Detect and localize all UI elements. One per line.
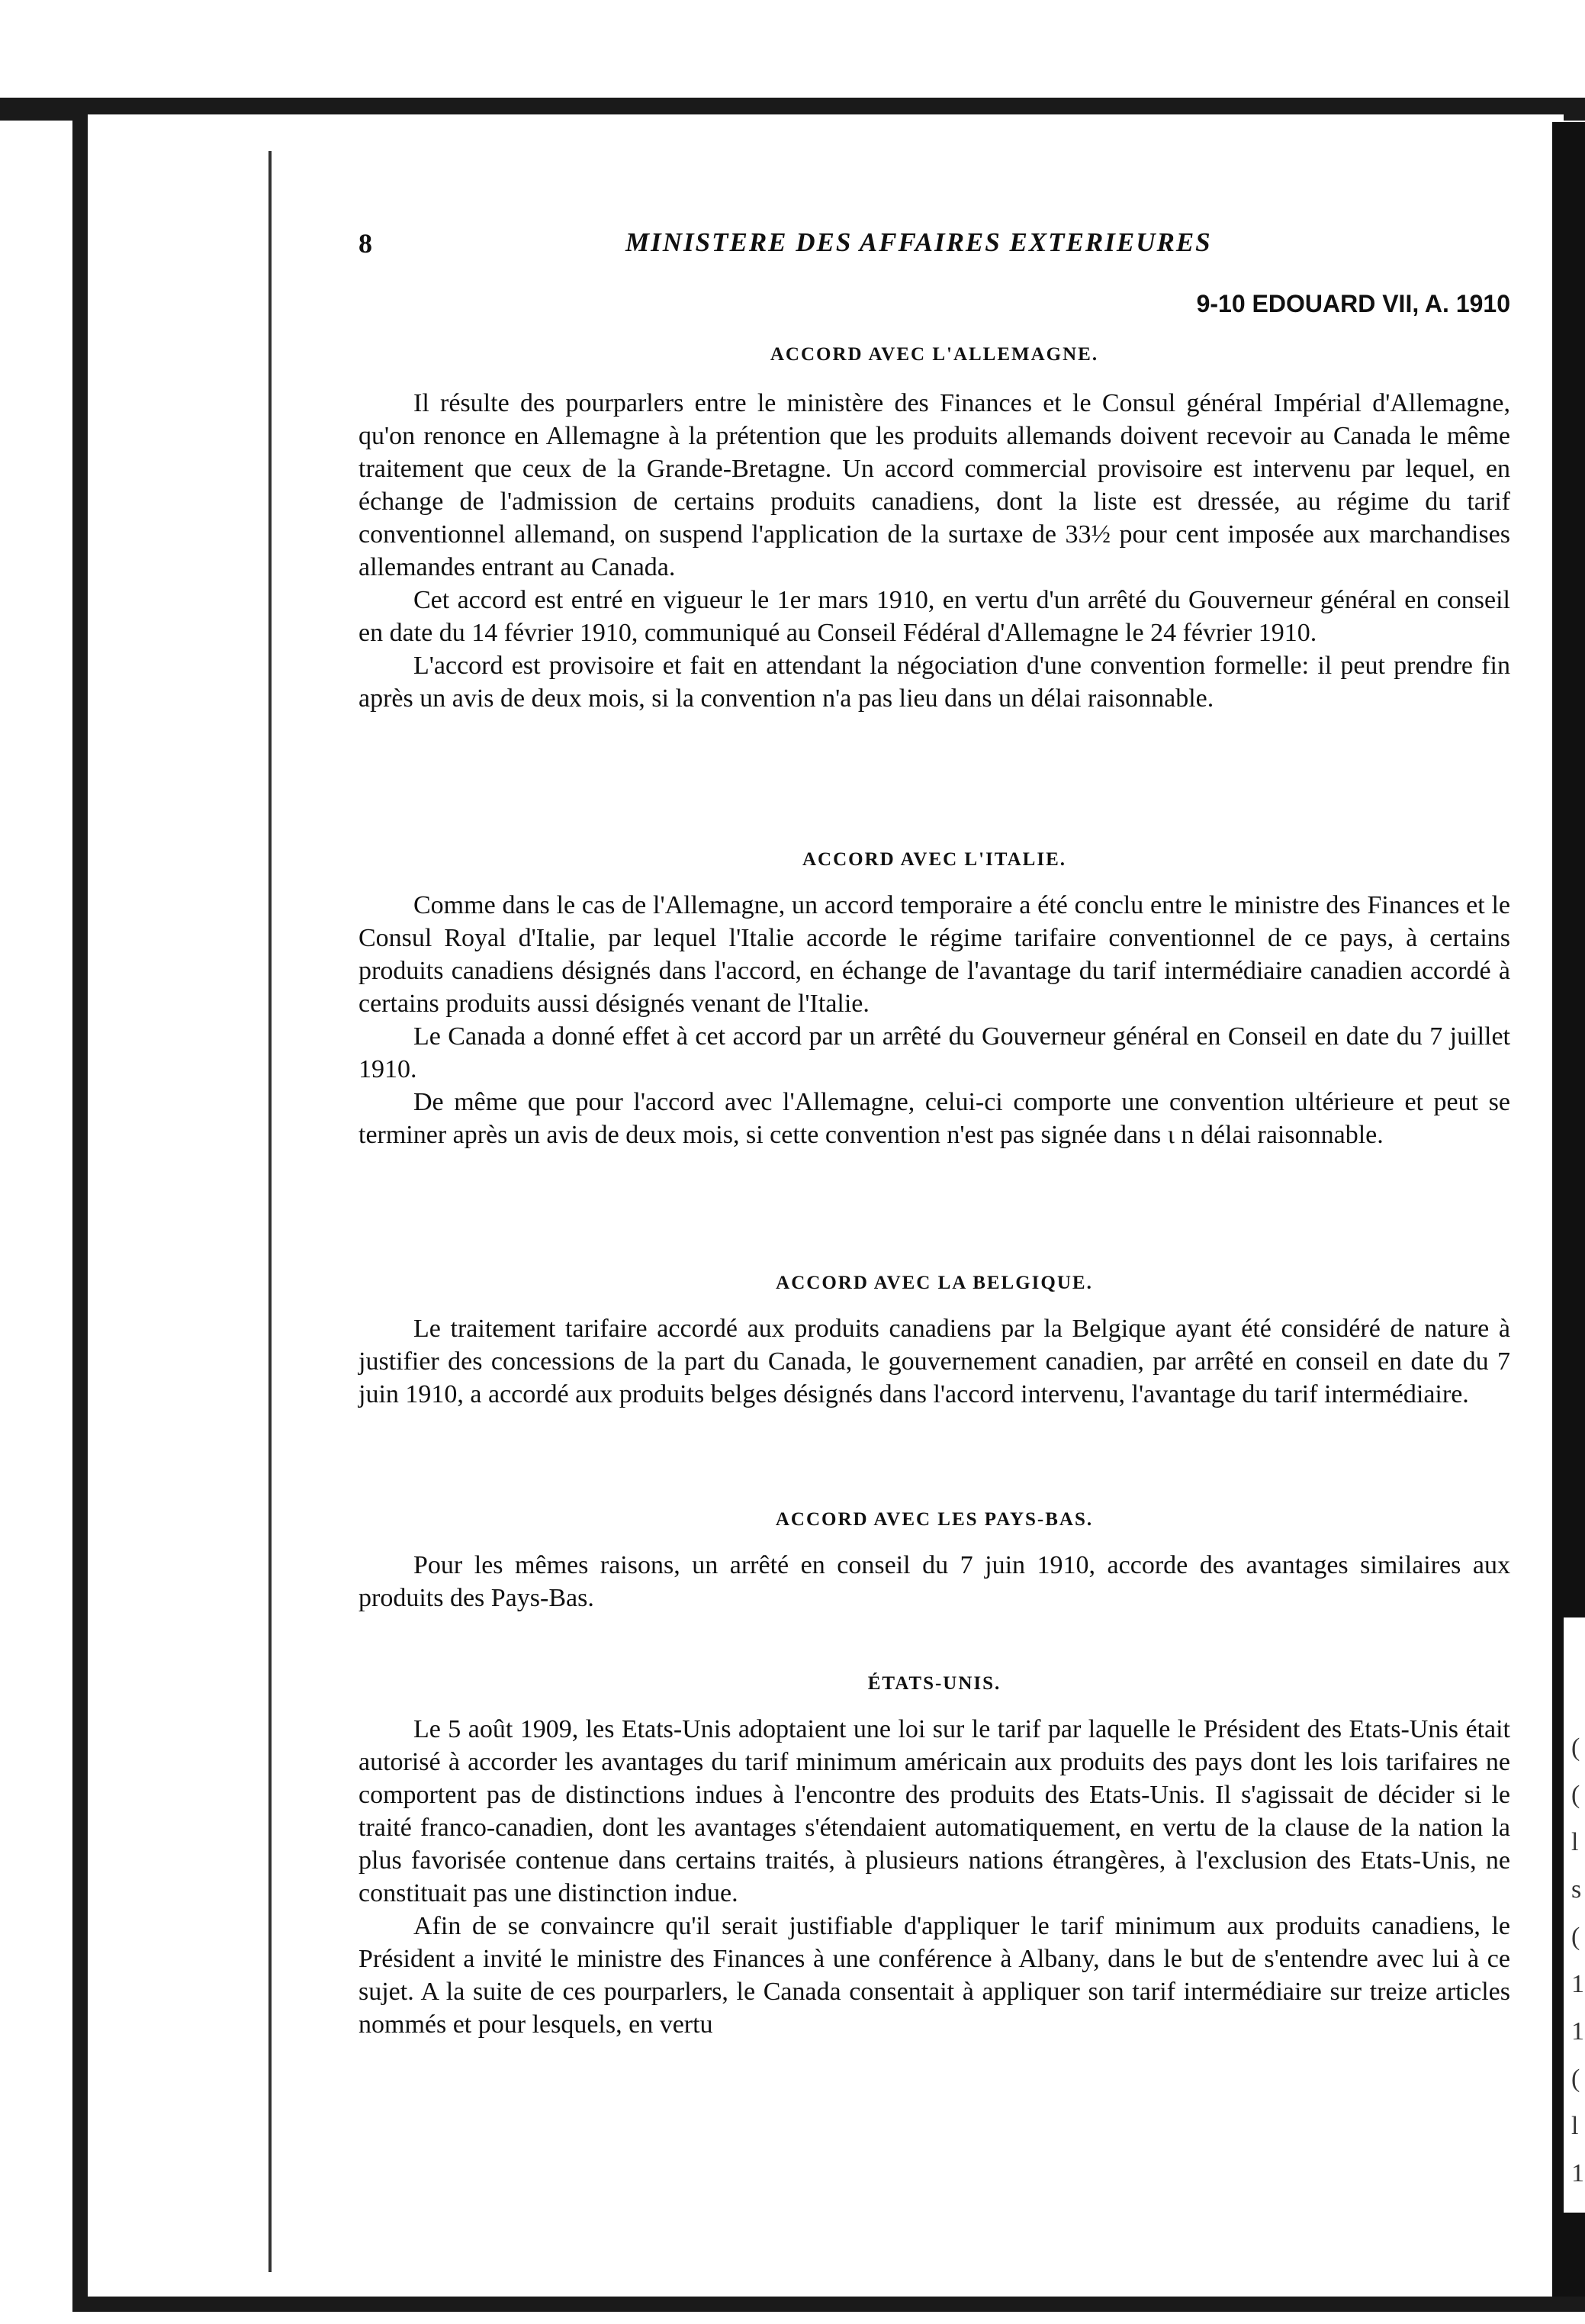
section-belgique — [358, 1268, 1510, 1411]
scan-border-bottom — [72, 2297, 1585, 2312]
scan-border-top-inner — [84, 114, 1564, 127]
page-number: 8 — [358, 228, 372, 259]
paragraph: Le traitement tarifaire accordé aux produits canadiens par la Belgique ayant été considéré de nature à justifier des concessions de la part du Canada, le gouvernement canadien, par arrêté en conseil en date du 7 juin 1910, a accordé aux produits belges désignés dans l'accord intervenu, l'avantage du tarif intermédiaire. — [358, 1315, 1510, 1408]
paragraph: Le Canada a donné effet à cet accord par un arrêté du Gouverneur général en Conseil en date du 7 juillet 1910. — [358, 1022, 1510, 1083]
section-title-pays-bas: ACCORD AVEC LES PAYS-BAS. — [775, 1509, 1094, 1530]
paragraph: Il résulte des pourparlers entre le ministère des Finances et le Consul général Impérial d'Allemagne, qu'on renonce en Allemagne à la prétention que les produits allemands doivent recevoir au Canada le même traitement que ceux de la Grande-Bretagne. Un accord commercial provisoire est intervenu par lequel, en échange de l'admission de certains produits canadiens, dont la liste est dressée, au régime du tarif conventionnel allemand, on suspend l'application de la surtaxe de 33½ pour cent imposée aux marchandises allemandes entrant au Canada. — [358, 389, 1510, 581]
margin-mark: 1 — [1571, 2159, 1584, 2187]
section-pays-bas — [358, 1505, 1510, 1614]
margin-mark: ( — [1571, 1781, 1580, 1809]
paragraph: Cet accord est entré en vigueur le 1er mars 1910, en vertu d'un arrêté du Gouverneur général en conseil en date du 14 février 1910, communiqué au Conseil Fédéral d'Allemagne le 24 février 1910. — [358, 586, 1510, 647]
paragraph: Le 5 août 1909, les Etats-Unis adoptaient une loi sur le tarif par laquelle le Président des Etats-Unis était autorisé à accorder les avantages du tarif minimum américain aux produits des pays dont les lois tarifaires ne comportent pas de distinctions indues à l'encontre des produits des Etats-Unis. Il s'agissait de décider si le traité franco-canadien, dont les avantages s'étendaient automatiquement, en vertu de la clause de la nation la plus favorisée contenue dans certains traités, à plusieurs nations étrangères, à l'exclusion des Etats-Unis, ne constituait pas une distinction indue. — [358, 1715, 1510, 1907]
margin-mark: ( — [1571, 2065, 1580, 2093]
binding-rule — [268, 151, 272, 2272]
scan-border-left — [72, 114, 88, 2312]
section-title-allemagne: ACCORD AVEC L'ALLEMAGNE. — [770, 344, 1099, 365]
section-italie — [358, 845, 1510, 1151]
margin-mark: ( — [1571, 1923, 1580, 1951]
paragraph: Afin de se convaincre qu'il serait justifiable d'appliquer le tarif minimum aux produits canadiens, le Président a invité le ministre des Finances à une conférence à Albany, dans le but de s'entendre avec lui à ce sujet. A la suite de ces pourparlers, le Canada consentait à appliquer son tarif intermédiaire sur treize articles nommés et pour lesquels, en vertu — [358, 1912, 1510, 2039]
paragraph: L'accord est provisoire et fait en attendant la négociation d'une convention formelle: il peut prendre fin après un avis de deux mois, si la convention n'a pas lieu dans un délai raisonnable. — [358, 652, 1510, 713]
paragraph: De même que pour l'accord avec l'Allemagne, celui-ci comporte une convention ultérieure et peut se terminer après un avis de deux mois, si cette convention n'est pas signée dans ι n délai raisonnable. — [358, 1088, 1510, 1149]
paragraph: Comme dans le cas de l'Allemagne, un accord temporaire a été conclu entre le ministre des Finances et le Consul Royal d'Italie, par lequel l'Italie accorde le régime tarifaire conventionnel de ce pays, à certains produits canadiens désignés dans l'accord, en échange de l'avantage du tarif intermédiaire canadien accordé à certains produits aussi désignés venant de l'Italie. — [358, 891, 1510, 1018]
page-header — [358, 215, 1510, 269]
section-title-italie: ACCORD AVEC L'ITALIE. — [802, 849, 1066, 870]
margin-mark: l — [1571, 2112, 1579, 2140]
section-etats-unis — [358, 1669, 1510, 2041]
margin-mark: 1 — [1571, 2017, 1584, 2046]
margin-mark: s — [1571, 1875, 1582, 1904]
margin-mark: l — [1571, 1828, 1579, 1856]
paragraph: Pour les mêmes raisons, un arrêté en conseil du 7 juin 1910, accorde des avantages similaires aux produits des Pays-Bas. — [358, 1551, 1510, 1612]
running-head: MINISTERE DES AFFAIRES EXTERIEURES — [625, 227, 1212, 257]
margin-mark: ( — [1571, 1733, 1580, 1762]
edition-label: 9-10 EDOUARD VII, A. 1910 — [1196, 290, 1510, 317]
section-body-allemagne — [358, 387, 1510, 715]
section-title-etats-unis: ÉTATS-UNIS. — [867, 1673, 1001, 1694]
section-title-belgique: ACCORD AVEC LA BELGIQUE. — [776, 1273, 1093, 1293]
document-page — [358, 215, 1510, 2039]
adjacent-page-margin-marks — [1571, 1724, 1585, 2197]
margin-mark: 1 — [1571, 1970, 1584, 1998]
